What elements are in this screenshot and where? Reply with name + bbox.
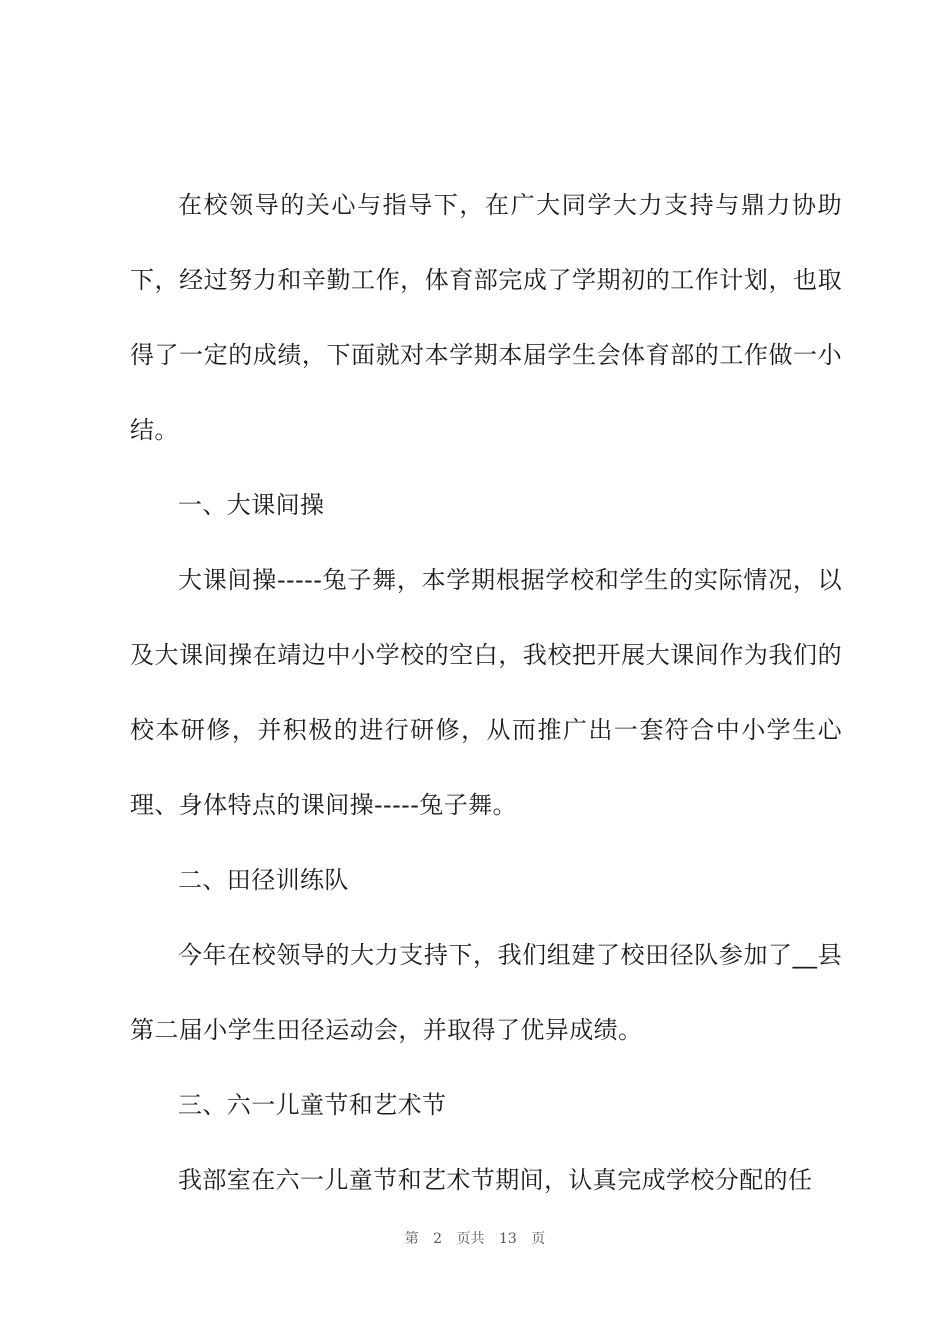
section-heading-2: 二、田径训练队 — [178, 866, 349, 894]
paragraph-section-2: 今年在校领导的大力支持下，我们组建了校田径队参加了__县第二届小学生田径运动会，并取得了优异成绩。 — [130, 941, 842, 1044]
document-body — [130, 168, 842, 1218]
section-heading-1: 一、大课间操 — [178, 491, 325, 519]
page-number-footer: 第 2 页共 13 页 — [404, 1231, 546, 1247]
paragraph-section-3: 我部室在六一儿童节和艺术节期间，认真完成学校分配的任 — [178, 1166, 813, 1194]
section-heading-3: 三、六一儿童节和艺术节 — [178, 1091, 447, 1119]
paragraph-intro: 在校领导的关心与指导下，在广大同学大力支持与鼎力协助下，经过努力和辛勤工作，体育部完成了学期初的工作计划，也取得了一定的成绩，下面就对本学期本届学生会体育部的工作做一小结。 — [130, 191, 842, 444]
paragraph-section-1: 大课间操-----兔子舞，本学期根据学校和学生的实际情况，以及大课间操在靖边中小学校的空白，我校把开展大课间作为我们的校本研修，并积极的进行研修，从而推广出一套符合中小学生心理、身体特点的课间操-----兔子舞。 — [130, 566, 842, 819]
